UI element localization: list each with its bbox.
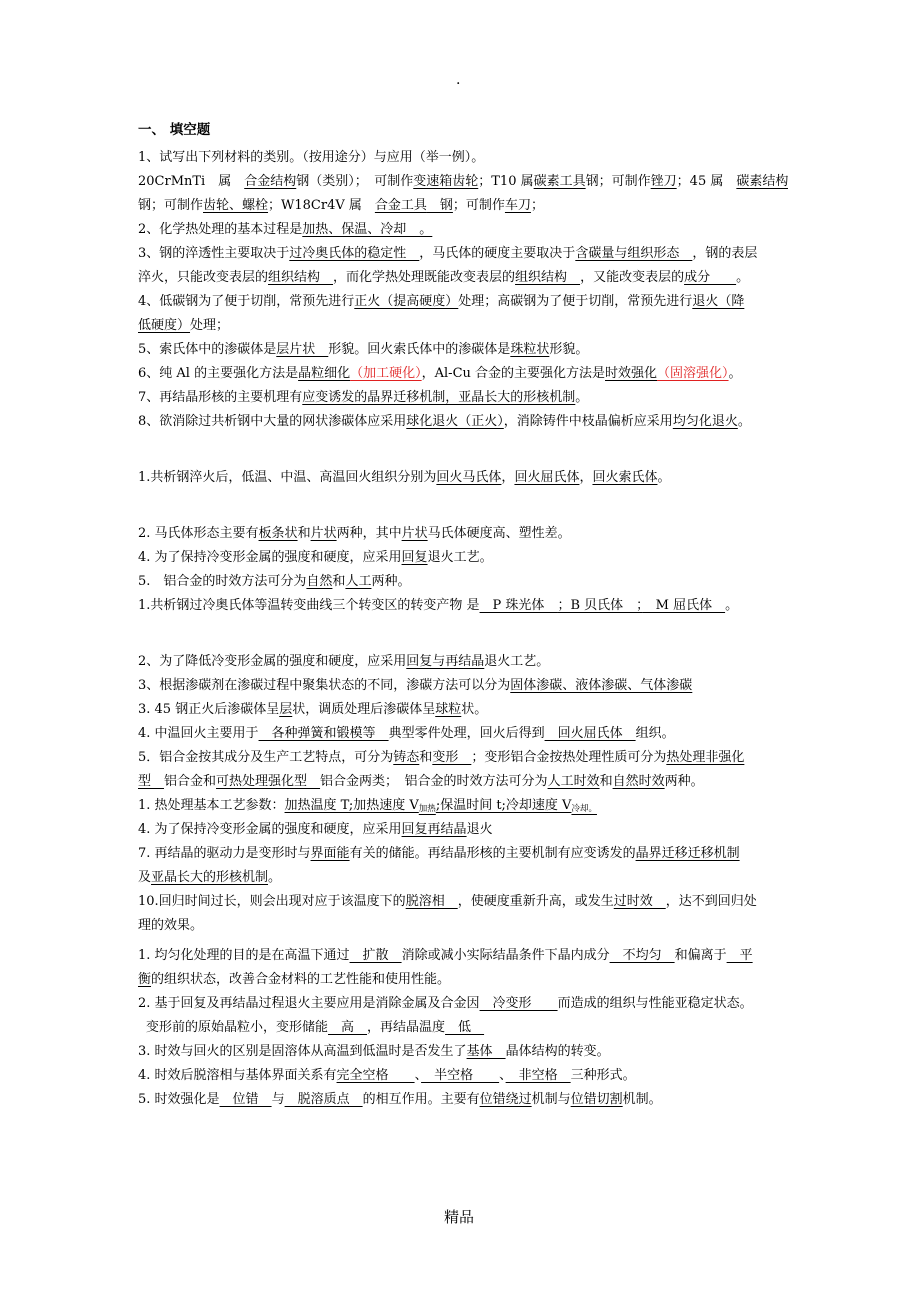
answer: 时效强化 [605,366,658,381]
answer: 层片状 [276,342,329,357]
answer: 衡 [138,972,152,987]
answer: 均匀化退火 [672,414,738,429]
answer: 可热处理强化型 [216,774,321,789]
answer: 球化退火（正火） [406,414,504,429]
question-2: 2、化学热处理的基本过程是加热、保温、冷却 。 [138,222,433,237]
section-2-question-1b: 1.共析钢过冷奥氏体等温转变曲线三个转变区的转变产物 是 P 珠光体 ；B 贝氏体 ； M 屈氏体 。 [138,598,739,613]
answer: 片状 [310,526,337,541]
answer: 固体渗碳、液体渗碳、气体渗碳 [510,678,693,693]
answer: 晶界迁移迁移机制 [635,846,740,861]
section-2-question-2: 2. 马氏体形态主要有板条状和片状两种，其中片状马氏体硬度高、塑性差。 [138,526,571,541]
header-mark: . [456,72,461,88]
question-3-line-2: 淬火，只能改变表层的组织结构 ，而化学热处理既能改变表层的组织结构 ，又能改变表层的成分 。 [138,270,750,285]
answer: 合金结构 [244,174,297,189]
answer: 片状 [401,526,428,541]
answer: 组织结构 [268,270,334,285]
answer: 型 [138,774,165,789]
section-3-question-2: 2、为了降低冷变形金属的强度和硬度，应采用回复与再结晶退火工艺。 [138,654,550,669]
answer: 加热、保温、冷却 。 [302,222,433,237]
answer: 高 [328,1020,368,1035]
answer: 平 [726,948,753,963]
question-1-line-1: 20CrMnTi 属 合金结构钢（类别）； 可制作变速箱齿轮；T10 属碳素工具钢；可制作锉刀；45 属 碳素结构 [138,174,788,189]
section-2-question-5: 5. 铝合金的时效方法可分为自然和人工两种。 [138,574,411,589]
answer: 位错 [219,1092,272,1107]
section-3-question-5-line-1: 5．铝合金按其成分及生产工艺特点，可分为铸态和变形 ；变形铝合金按热处理性质可分为热处理非强化 [138,750,745,765]
spacer [138,436,788,468]
question-8: 8、欲消除过共析钢中大量的网状渗碳体应采用球化退火（正火），消除铸件中枝晶偏析应采用均匀化退火。 [138,414,751,429]
section-4-question-1-line-2: 衡的组织状态，改善合金材料的工艺性能和使用性能。 [138,972,451,987]
answer: 各种弹簧和锻模等 [258,726,389,741]
answer-note: （加工硬化） [350,366,422,381]
answer: 铸态 [393,750,420,765]
section-2-question-1: 1.共析钢淬火后，低温、中温、高温回火组织分别为回火马氏体，回火屈氏体，回火索氏体。 [138,470,671,485]
question-4-line-2: 低硬度）处理； [138,318,230,333]
answer: 退火（降 [692,294,745,309]
document-body [138,120,788,1114]
section-4-question-3: 3. 时效与回火的区别是固溶体从高温到低温时是否发生了基体 晶体结构的转变。 [138,1044,610,1059]
answer: 锉刀 [650,174,677,189]
section-3-question-4: 4. 中温回火主要用于 各种弹簧和锻模等 典型零件处理，回火后得到 回火屈氏体 组织。 [138,726,675,741]
answer: 脱溶相 [405,894,458,909]
answer: 球粒 [435,702,462,717]
question-3-line-1: 3、钢的淬透性主要取决于过冷奥氏体的稳定性 ，马氏体的硬度主要取决于含碳量与组织形态 ，钢的表层 [138,246,758,261]
answer: 热处理非强化 [666,750,745,765]
heat-treatment-question-10-line-2: 理的效果。 [138,918,204,933]
answer: 变形 [432,750,472,765]
section-3-question-3: 3、根据渗碳剂在渗碳过程中聚集状态的不同，渗碳方法可以分为固体渗碳、液体渗碳、气体渗碳 [138,678,693,693]
answer-subscript: 冷却。 [571,804,597,814]
answer: M 屈氏体 [642,598,726,613]
answer: 应变诱发的晶界迁移机制，亚晶长大的形核机制 [302,390,576,405]
section-3-question-5-line-2: 型 铝合金和可热处理强化型 铝合金两类； 铝合金的时效方法可分为人工时效和自然时效两种。 [138,774,704,789]
answer: 过时效 [613,894,666,909]
footer-label: 精品 [444,1208,475,1226]
answer: 脱溶质点 [284,1092,363,1107]
answer: 回火屈氏体 [544,726,636,741]
answer: 钢 [426,198,453,213]
question-4-line-1: 4、低碳钢为了便于切削，常预先进行正火（提高硬度）处理；高碳钢为了便于切削，常预先进行退火（降 [138,294,745,309]
answer-note: （固溶强化） [657,366,729,381]
answer: 组织结构 [515,270,581,285]
answer: 回火索氏体 [592,470,658,485]
answer-subscript: 加热 [418,804,436,814]
answer: 半空格 [421,1068,500,1083]
question-5: 5、索氏体中的渗碳体是层片状 形貌。回火索氏体中的渗碳体是珠粒状形貌。 [138,342,589,357]
section-4-question-2-line-2: 变形前的原始晶粒小，变形储能 高 ，再结晶温度 低 [146,1020,485,1035]
answer: 基体 [466,1044,506,1059]
answer: 自然 [306,574,333,589]
answer: 车刀 [504,198,531,213]
answer: 层 [279,702,293,717]
answer: 加热温度 T;加热速度 V [284,798,419,813]
question-1-intro: 1、试写出下列材料的类别。（按用途分）与应用（举一例）。 [138,150,485,165]
section-4-question-1-line-1: 1. 均匀化处理的目的是在高温下通过 扩散 消除或减小实际结晶条件下晶内成分 不均匀 和偏离于 平 [138,948,753,963]
answer: 非空格 [505,1068,571,1083]
answer: 低 [445,1020,485,1035]
answer: 回复与再结晶 [406,654,485,669]
answer: 人工 [345,574,372,589]
answer: 晶粒细化 [298,366,351,381]
answer: 回复再结晶 [401,822,467,837]
answer: 扩散 [349,948,402,963]
question-7: 7、再结晶形核的主要机理有应变诱发的晶界迁移机制，亚晶长大的形核机制。 [138,390,589,405]
answer: 珠粒状 [510,342,550,357]
answer: 正火（提高硬度） [354,294,459,309]
answer: 不均匀 [609,948,675,963]
answer: 齿轮、螺栓 [203,198,269,213]
question-6: 6、纯 Al 的主要强化方法是晶粒细化（加工硬化），Al-Cu 合金的主要强化方法是时效强化（固溶强化）。 [138,366,742,381]
spacer [138,620,788,652]
answer: 板条状 [258,526,298,541]
heat-treatment-question-4: 4. 为了保持冷变形金属的强度和硬度，应采用回复再结晶退火 [138,822,493,837]
answer: P 珠光体 [479,598,558,613]
question-1-line-2: 钢；可制作齿轮、螺栓；W18Cr4V 属 合金工具 钢；可制作车刀； [138,198,544,213]
answer: 变速箱齿轮 [413,174,479,189]
section-2-question-4: 4. 为了保持冷变形金属的强度和硬度，应采用回复退火工艺。 [138,550,493,565]
answer: 回火屈氏体 [514,470,580,485]
answer: 过冷奥氏体的稳定性 [289,246,420,261]
heat-treatment-question-7-line-1: 7. 再结晶的驱动力是变形时与界面能有关的储能。再结晶形核的主要机制有应变诱发的晶界迁移迁移机制 [138,846,740,861]
answer: 碳素工具 [533,174,586,189]
section-title: 一、 填空题 [138,122,211,138]
section-3-question-3b: 3. 45 钢正火后渗碳体呈层状，调质处理后渗碳体呈球粒状。 [138,702,488,717]
answer: 人工时效 [547,774,600,789]
answer: 成分 [684,270,737,285]
section-4-question-2-line-1: 2. 基于回复及再结晶过程退火主要应用是消除金属及合金因 冷变形 而造成的组织与性能亚稳定状态。 [138,996,753,1011]
answer: 亚晶长大的形核机制 [151,870,269,885]
answer: 含碳量与组织形态 [575,246,693,261]
section-4-question-4: 4. 时效后脱溶相与基体界面关系有完全空格 、 半空格 、 非空格 三种形式。 [138,1068,636,1083]
answer: 回火马氏体 [436,470,502,485]
spacer [138,492,788,524]
answer: 位错绕过 [479,1092,532,1107]
answer: 回复 [401,550,428,565]
answer: 位错切割 [570,1092,623,1107]
heat-treatment-question-1: 1. 热处理基本工艺参数：加热温度 T;加热速度 $V_{加热}$;保温时间 t;冷却速度 $V_{冷却。}$ [138,798,597,814]
answer: 低硬度） [138,318,191,333]
heat-treatment-question-7-line-2: 及亚晶长大的形核机制。 [138,870,282,885]
answer: 界面能 [310,846,350,861]
answer: 冷变形 [479,996,558,1011]
answer: 合金工具 [374,198,427,213]
answer: 碳素结构 [736,174,788,189]
heat-treatment-question-10-line-1: 10.回归时间过长，则会出现对应于该温度下的脱溶相 ，使硬度重新升高，或发生过时效 ，达不到回归处 [138,894,757,909]
answer: 自然时效 [612,774,665,789]
answer: 完全空格 [336,1068,415,1083]
answer: ;保温时间 t;冷却速度 V [435,798,572,813]
section-4-question-5: 5. 时效强化是 位错 与 脱溶质点 的相互作用。主要有位错绕过机制与位错切割机制。 [138,1092,662,1107]
answer: ；B 贝氏体 ； [557,598,643,613]
